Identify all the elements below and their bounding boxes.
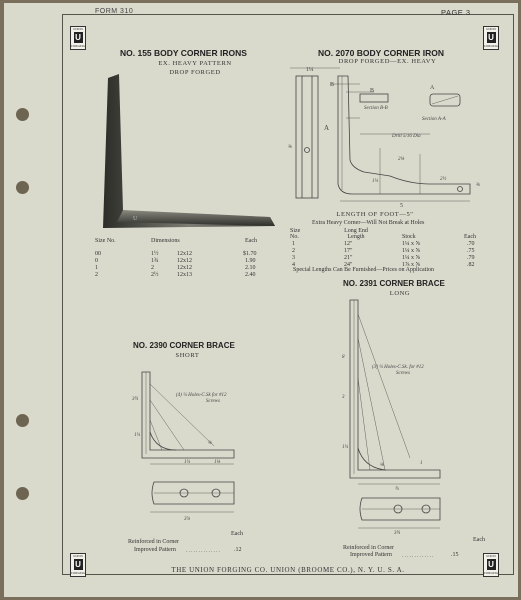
svg-text:A: A [430, 85, 435, 91]
title-2070: NO. 2070 BODY CORNER IRON [318, 48, 444, 58]
svg-text:⅝: ⅝ [208, 441, 212, 446]
svg-text:⅜: ⅜ [288, 145, 292, 150]
svg-text:1¼: 1¼ [342, 445, 349, 450]
svg-text:Screws: Screws [206, 399, 220, 404]
company-footer: THE UNION FORGING CO. UNION (BROOME CO.), N. Y. U. S. A. [171, 566, 405, 574]
svg-text:1⅛: 1⅛ [214, 460, 221, 465]
svg-text:(4) ¼ Holes-C.Sk for #12: (4) ¼ Holes-C.Sk for #12 [176, 393, 227, 398]
desc-2391-b: Improved Pattern [350, 552, 392, 558]
subtitle-2391: LONG [389, 290, 411, 297]
each-label-2391: Each [473, 537, 485, 543]
drawing-2390 [124, 370, 254, 530]
special-lengths-note: Special Lengths Can Be Furnished—Prices on Application [293, 267, 434, 273]
union-logo: UNION U FORGING [484, 554, 498, 575]
corner-iron-photo [95, 70, 275, 235]
subtitle-155-a: EX. HEAVY PATTERN [158, 60, 232, 67]
forge-mark: U [133, 216, 138, 222]
subtitle-2390: SHORT [175, 352, 200, 359]
form-label: FORM 310 [95, 8, 134, 15]
binder-hole [16, 181, 29, 194]
union-logo: UNION U FORGING [71, 27, 85, 48]
svg-text:A: A [324, 124, 330, 132]
table-row: 1 2 12x12 2.10 [95, 265, 256, 271]
table-header: Size No. Dimensions Each [95, 238, 257, 244]
price-2390: .12 [234, 547, 242, 553]
svg-text:1¼: 1¼ [184, 460, 191, 465]
table-header: Size No. Long End Length Stock Each [290, 228, 476, 240]
desc-2390-b: Improved Pattern [134, 547, 176, 553]
svg-text:⅜: ⅜ [476, 183, 480, 188]
subtitle-2070: DROP FORGED—EX. HEAVY [338, 58, 437, 65]
desc-2391-a: Reinforced in Corner [343, 545, 394, 551]
svg-text:3¾: 3¾ [132, 397, 139, 402]
svg-text:3: 3 [342, 395, 345, 400]
union-logo: UNION U FORGING [71, 554, 85, 575]
table-row: 4 24" 1⅞ x ⅝ .82 [292, 262, 475, 268]
table-row: 0 1¾ 12x12 1.90 [95, 258, 256, 264]
length-of-foot: LENGTH OF FOOT—5" [336, 211, 414, 218]
table-2070 [290, 228, 490, 269]
svg-text:(3) ¼ Holes-C.Sk. for #12: (3) ¼ Holes-C.Sk. for #12 [372, 365, 424, 370]
svg-text:8: 8 [342, 355, 345, 360]
svg-text:B: B [370, 88, 375, 94]
title-2391: NO. 2391 CORNER BRACE [343, 279, 445, 288]
svg-text:⅝: ⅝ [380, 463, 384, 468]
svg-text:B: B [330, 82, 335, 88]
price-2391: .15 [451, 552, 459, 558]
svg-text:1¼: 1¼ [306, 67, 314, 73]
svg-text:2½: 2½ [440, 177, 447, 182]
svg-text:5: 5 [400, 203, 403, 209]
svg-text:Section A-A: Section A-A [422, 117, 446, 122]
table-row: 1 12" 1¼ x ⅝ .70 [292, 241, 475, 247]
table-155 [95, 238, 270, 279]
binder-hole [16, 414, 29, 427]
svg-text:¾: ¾ [395, 487, 399, 492]
svg-text:3¾: 3¾ [394, 531, 401, 536]
desc-2390-a: Reinforced in Corner [128, 539, 179, 545]
extra-heavy-note: Extra Heavy Corner—Will Not Break at Holes [312, 220, 425, 226]
page-number: PAGE 3 [441, 8, 471, 17]
table-row: 3 21" 1¼ x ⅝ .79 [292, 255, 475, 261]
table-row: 00 1½ 12x12 $1.70 [95, 251, 257, 257]
drawing-2391 [340, 298, 460, 538]
table-row: 2 2½ 12x13 2.40 [95, 272, 256, 278]
union-logo: UNION U FORGING [484, 27, 498, 48]
svg-text:1: 1 [420, 461, 423, 466]
title-155: NO. 155 BODY CORNER IRONS [120, 48, 247, 58]
svg-text:2⅛: 2⅛ [398, 157, 405, 162]
svg-text:Drill 5/16 Dia: Drill 5/16 Dia [392, 134, 421, 139]
svg-text:Section B-B: Section B-B [364, 106, 388, 111]
svg-text:1¼: 1¼ [372, 179, 379, 184]
binder-hole [16, 108, 29, 121]
subtitle-155-b: DROP FORGED [169, 69, 221, 76]
title-2390: NO. 2390 CORNER BRACE [133, 341, 235, 350]
leader-dots: ............. [402, 553, 435, 559]
svg-text:Screws: Screws [396, 371, 410, 376]
drawing-2070 [280, 64, 505, 210]
svg-text:3⅞: 3⅞ [184, 517, 191, 522]
binder-hole [16, 487, 29, 500]
table-row: 2 17" 1¼ x ⅝ .75 [292, 248, 475, 254]
svg-text:1¼: 1¼ [134, 433, 141, 438]
each-label-2390: Each [231, 531, 243, 537]
leader-dots: .............. [186, 548, 221, 554]
